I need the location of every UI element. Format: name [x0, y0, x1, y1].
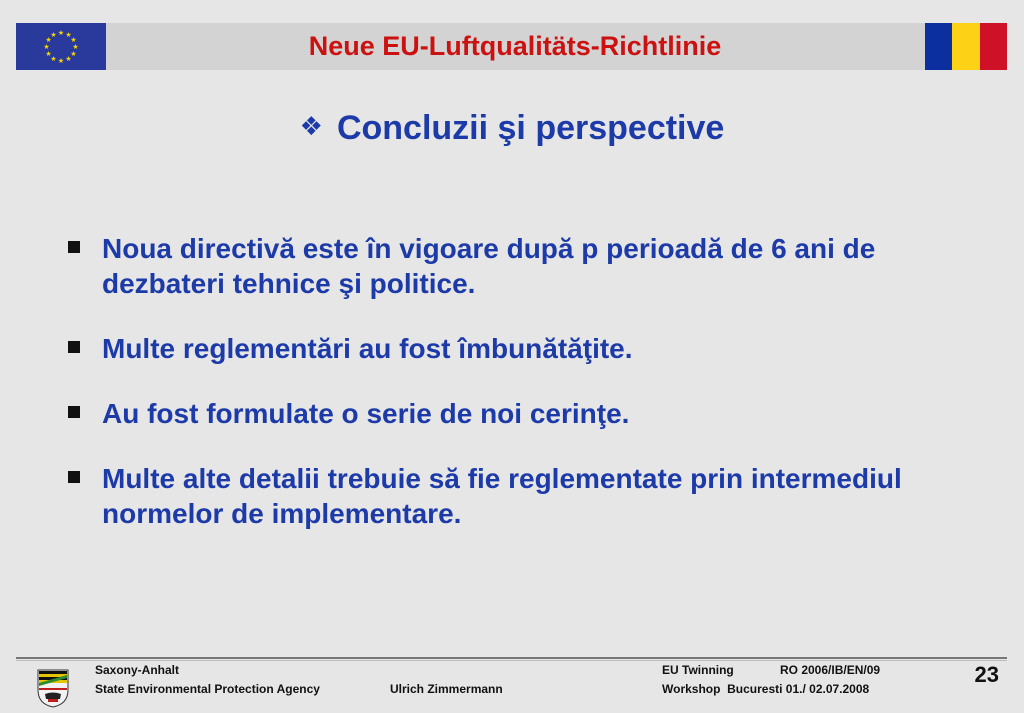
bullet-item — [62, 331, 992, 366]
diamond-bullet-icon: ❖ — [299, 110, 323, 141]
svg-text:★: ★ — [65, 31, 72, 39]
bullet-item — [62, 231, 992, 301]
square-bullet-icon — [68, 341, 80, 353]
slide-title — [0, 106, 1024, 150]
footer-divider — [16, 657, 1007, 659]
footer-agency: State Environmental Protection Agency — [95, 682, 320, 696]
header-title: Neue EU-Luftqualitäts-Richtlinie — [308, 31, 722, 61]
footer-program: EU Twinning — [662, 663, 734, 677]
slide-title-text: Concluzii şi perspective — [336, 108, 725, 147]
svg-text:★: ★ — [45, 50, 52, 58]
svg-text:★: ★ — [57, 29, 65, 37]
footer-project-code: RO 2006/IB/EN/09 — [780, 663, 881, 677]
bullet-text: Multe alte detalii trebuie să fie reglementate prin intermediul normelor de implementare. — [102, 463, 902, 529]
square-bullet-icon — [68, 471, 80, 483]
bullet-item — [62, 396, 992, 431]
eu-flag-icon — [16, 23, 106, 70]
svg-text:★: ★ — [72, 43, 79, 51]
svg-text:★: ★ — [50, 55, 57, 63]
footer-author: Ulrich Zimmermann — [390, 682, 503, 696]
svg-text:★: ★ — [57, 57, 65, 65]
romania-flag-icon — [925, 23, 1007, 70]
footer-region: Saxony-Anhalt — [95, 663, 180, 677]
page-number: 23 — [974, 662, 999, 687]
bullet-text: Multe reglementări au fost îmbunătăţite. — [102, 333, 633, 364]
svg-text:★: ★ — [43, 43, 50, 51]
square-bullet-icon — [68, 406, 80, 418]
svg-text:★: ★ — [65, 55, 72, 63]
svg-text:★: ★ — [50, 31, 57, 39]
square-bullet-icon — [68, 241, 80, 253]
bullet-text: Noua directivă este în vigoare după p perioadă de 6 ani de dezbateri tehnice şi politice. — [102, 233, 876, 299]
footer-divider-shadow — [16, 660, 1007, 661]
svg-text:★: ★ — [70, 50, 77, 58]
svg-text:★: ★ — [70, 36, 77, 44]
footer-workshop: Workshop Bucuresti 01./ 02.07.2008 — [662, 682, 870, 696]
svg-text:★: ★ — [45, 36, 52, 44]
bullet-text: Au fost formulate o serie de noi cerinţe. — [102, 398, 630, 429]
bullet-list — [62, 231, 992, 561]
bullet-item — [62, 461, 992, 531]
saxony-anhalt-coat-of-arms-icon — [36, 668, 70, 708]
